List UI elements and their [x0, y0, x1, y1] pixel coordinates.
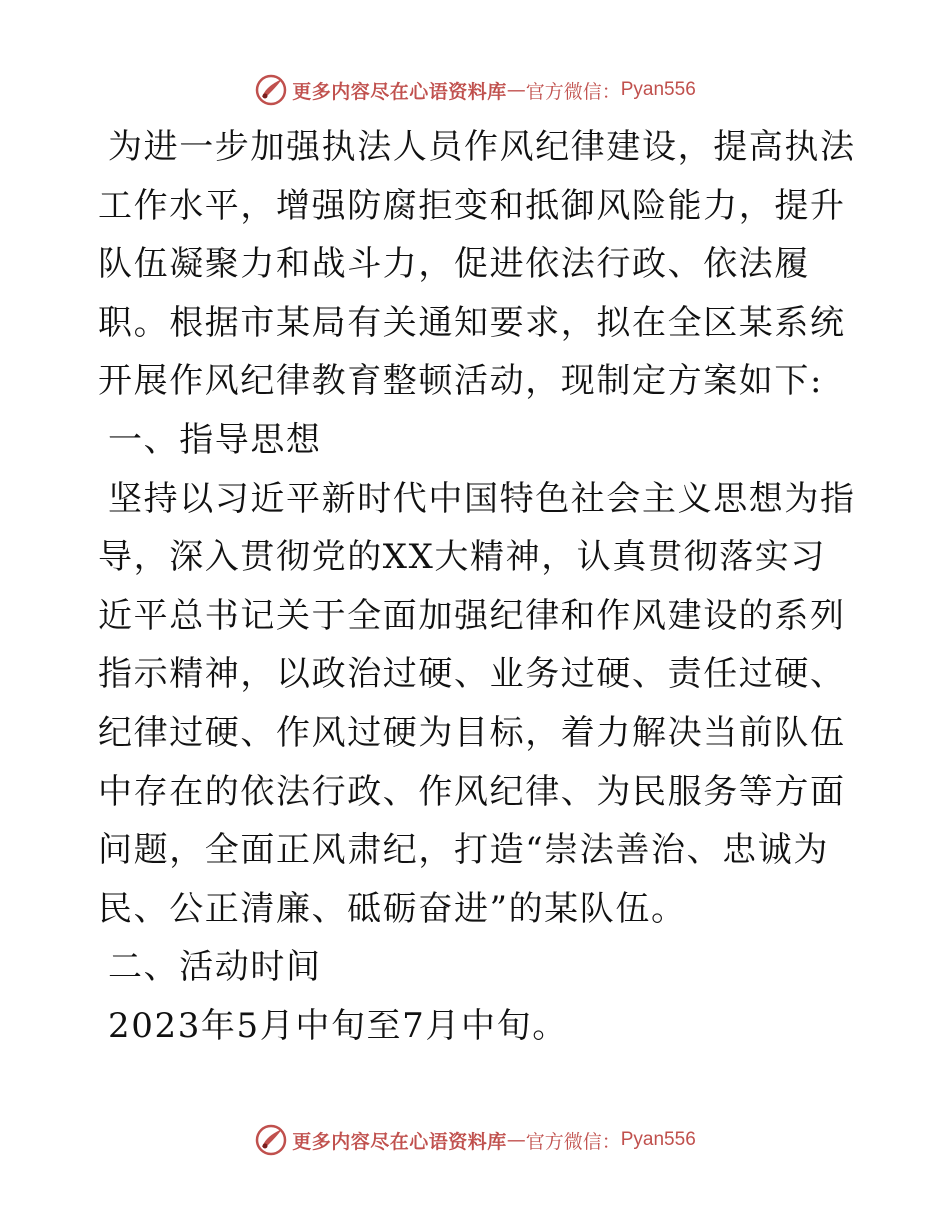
intro-paragraph: 为进一步加强执法人员作风纪律建设，提高执法工作水平，增强防腐拒变和抵御风险能力，提升队伍凝聚力和战斗力，促进依法行政、依法履职。根据市某局有关通知要求，拟在全区某系统开展作风纪律教育整顿活动，现制定方案如下:: [98, 127, 856, 402]
watermark-main-text: 更多内容尽在心语资料库: [292, 80, 507, 103]
section-heading-activity-time: 二、活动时间: [108, 947, 322, 988]
brush-logo-icon: [254, 73, 288, 107]
activity-time-paragraph: 2023年5月中旬至7月中旬。: [108, 1005, 568, 1046]
watermark-main-text: 更多内容尽在心语资料库: [292, 1130, 507, 1153]
header-watermark: [0, 70, 950, 110]
watermark-dash: —: [506, 79, 526, 101]
watermark-dash: —: [506, 1129, 526, 1151]
watermark-wechat-id: Pyan556: [620, 79, 696, 100]
footer-watermark: [0, 1120, 950, 1160]
watermark-wechat-id: Pyan556: [620, 1129, 696, 1150]
section-heading-guiding-thought: 一、指导思想: [108, 419, 322, 460]
watermark-sub-text: 官方微信：: [525, 80, 621, 103]
watermark-sub-text: 官方微信：: [525, 1130, 621, 1153]
brush-logo-icon: [254, 1123, 288, 1157]
document-body: [98, 118, 858, 1056]
guiding-thought-paragraph: 坚持以习近平新时代中国特色社会主义思想为指导，深入贯彻党的XX大精神，认真贯彻落实习近平总书记关于全面加强纪律和作风建设的系列指示精神，以政治过硬、业务过硬、责任过硬、纪律过硬、作风过硬为目标，着力解决当前队伍中存在的依法行政、作风纪律、为民服务等方面问题，全面正风肃纪，打造“崇法善治、忠诚为民、公正清廉、砥砺奋进”的某队伍。: [98, 478, 856, 929]
